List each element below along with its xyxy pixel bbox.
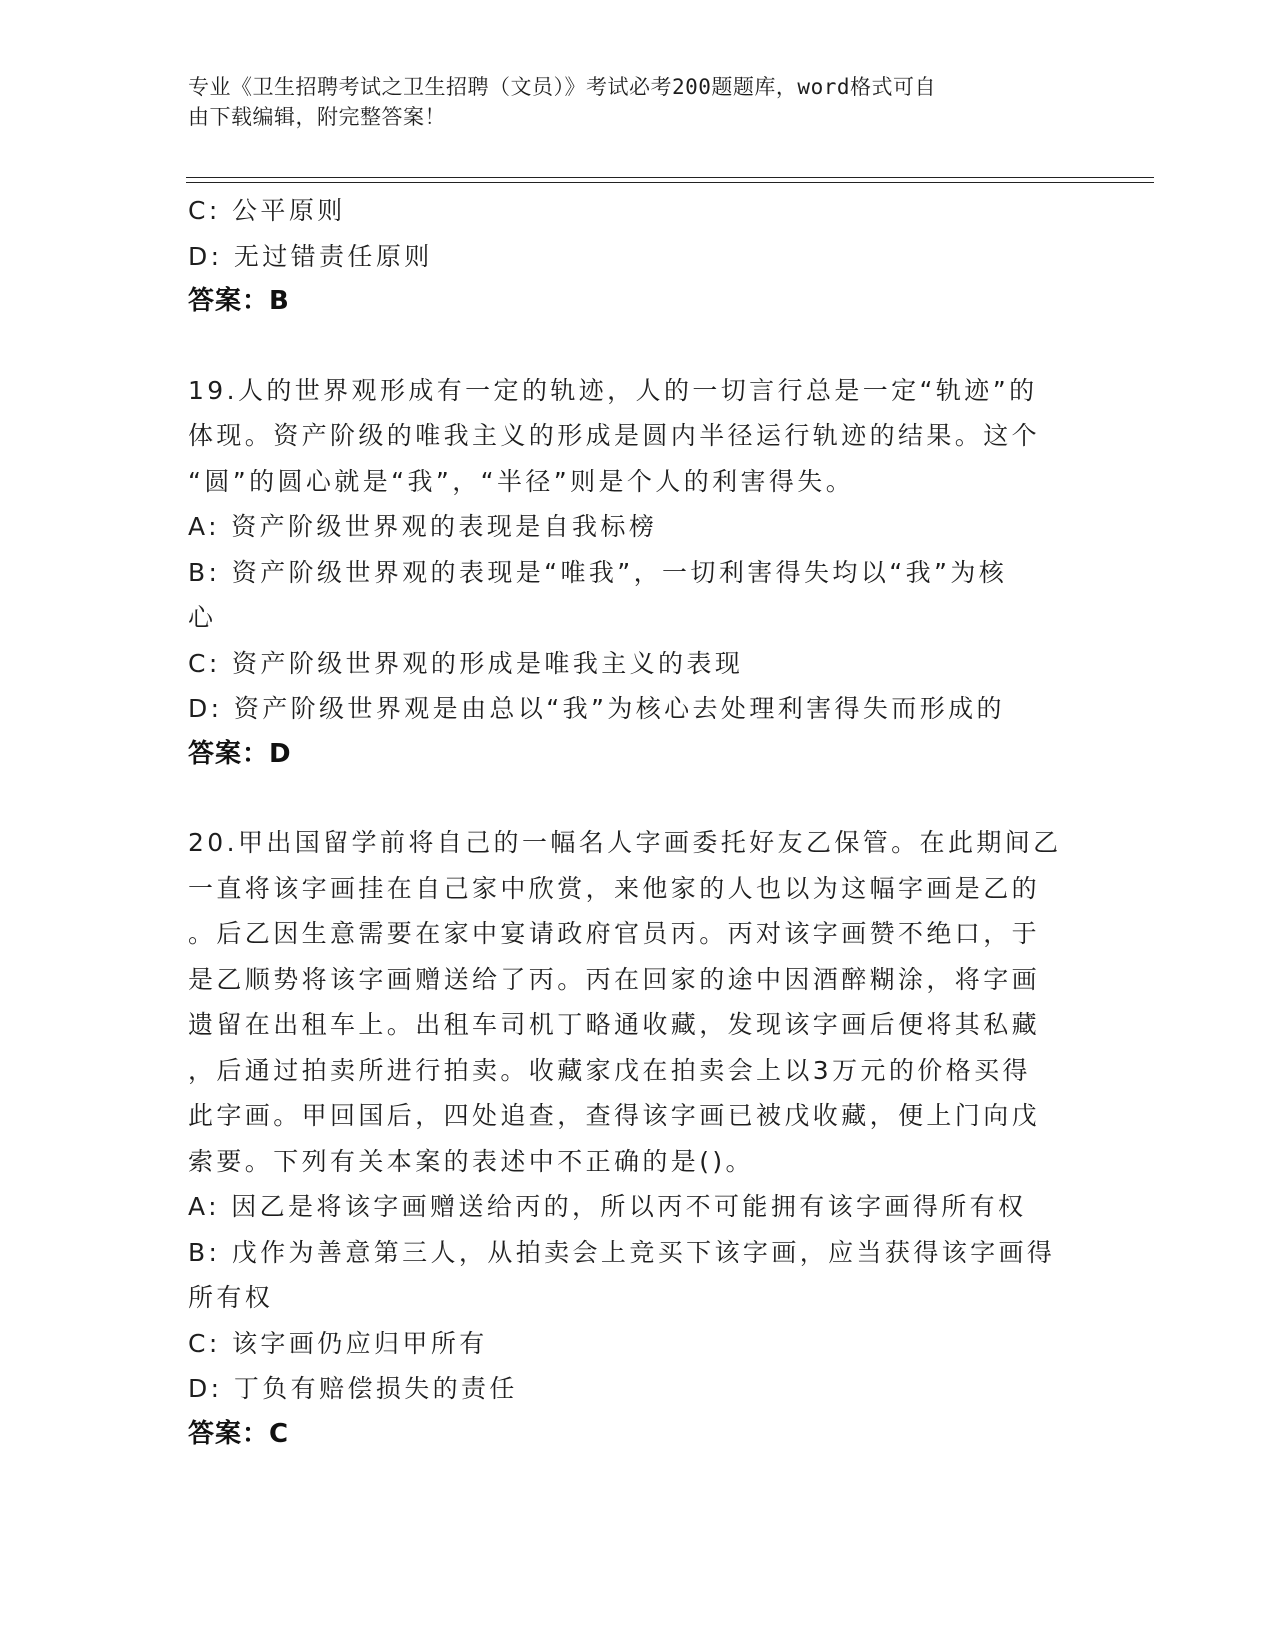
spacer	[188, 777, 1078, 820]
question-stem-line: 索要。下列有关本案的表述中不正确的是()。	[188, 1146, 754, 1176]
option-a: A: 资产阶级世界观的表现是自我标榜	[188, 512, 658, 541]
option-b-line-1: B: 戊作为善意第三人，从拍卖会上竞买下该字画，应当获得该字画得	[188, 1237, 1056, 1267]
question-stem-line: “圆”的圆心就是“我”，“半径”则是个人的利害得失。	[188, 466, 855, 496]
header-line-1: 专业《卫生招聘考试之卫生招聘（文员）》考试必考200题题库，word格式可自	[188, 75, 936, 99]
question-19	[188, 368, 1078, 778]
previous-question	[188, 188, 1078, 325]
option-a: A: 因乙是将该字画赠送给丙的，所以丙不可能拥有该字画得所有权	[188, 1192, 1027, 1221]
question-stem-line: 19.人的世界观形成有一定的轨迹，人的一切言行总是一定“轨迹”的	[188, 375, 1038, 405]
question-stem-line: 是乙顺势将该字画赠送给了丙。丙在回家的途中因酒醉糊涂，将字画	[188, 964, 1041, 994]
option-c: C: 资产阶级世界观的形成是唯我主义的表现	[188, 648, 744, 678]
option-d: D: 丁负有赔偿损失的责任	[188, 1374, 518, 1403]
answer: 答案：C	[188, 1418, 290, 1449]
answer: 答案：D	[188, 738, 292, 769]
question-stem-line: 遗留在出租车上。出租车司机丁略通收藏，发现该字画后便将其私藏	[188, 1010, 1041, 1039]
option-b-line-2: 所有权	[188, 1283, 274, 1312]
option-d: D: 无过错责任原则	[188, 241, 433, 271]
question-stem-line: 体现。资产阶级的唯我主义的形成是圆内半径运行轨迹的结果。这个	[188, 421, 1041, 450]
option-d: D: 资产阶级世界观是由总以“我”为核心去处理利害得失而形成的	[188, 694, 1005, 723]
question-20	[188, 820, 1078, 1457]
header-rule-bottom	[186, 182, 1154, 183]
page-header	[188, 72, 1088, 132]
option-b-line-1: B: 资产阶级世界观的表现是“唯我”，一切利害得失均以“我”为核	[188, 557, 1008, 587]
question-stem-line: 。后乙因生意需要在家中宴请政府官员丙。丙对该字画赞不绝口，于	[188, 919, 1041, 948]
option-b-line-2: 心	[188, 603, 217, 632]
option-c: C: 公平原则	[188, 196, 346, 225]
spacer	[188, 325, 1078, 368]
question-stem-line: ，后通过拍卖所进行拍卖。收藏家戊在拍卖会上以3万元的价格买得	[188, 1055, 1031, 1085]
header-line-2: 由下载编辑，附完整答案！	[188, 105, 446, 129]
question-stem-line: 20.甲出国留学前将自己的一幅名人字画委托好友乙保管。在此期间乙	[188, 828, 1062, 857]
question-stem-line: 此字画。甲回国后，四处追查，查得该字画已被戊收藏，便上门向戊	[188, 1101, 1041, 1130]
document-body	[188, 188, 1078, 1457]
header-rule-top	[186, 177, 1154, 178]
question-stem-line: 一直将该字画挂在自己家中欣赏，来他家的人也以为这幅字画是乙的	[188, 873, 1041, 903]
answer: 答案：B	[188, 286, 290, 316]
option-c: C: 该字画仍应归甲所有	[188, 1328, 488, 1358]
